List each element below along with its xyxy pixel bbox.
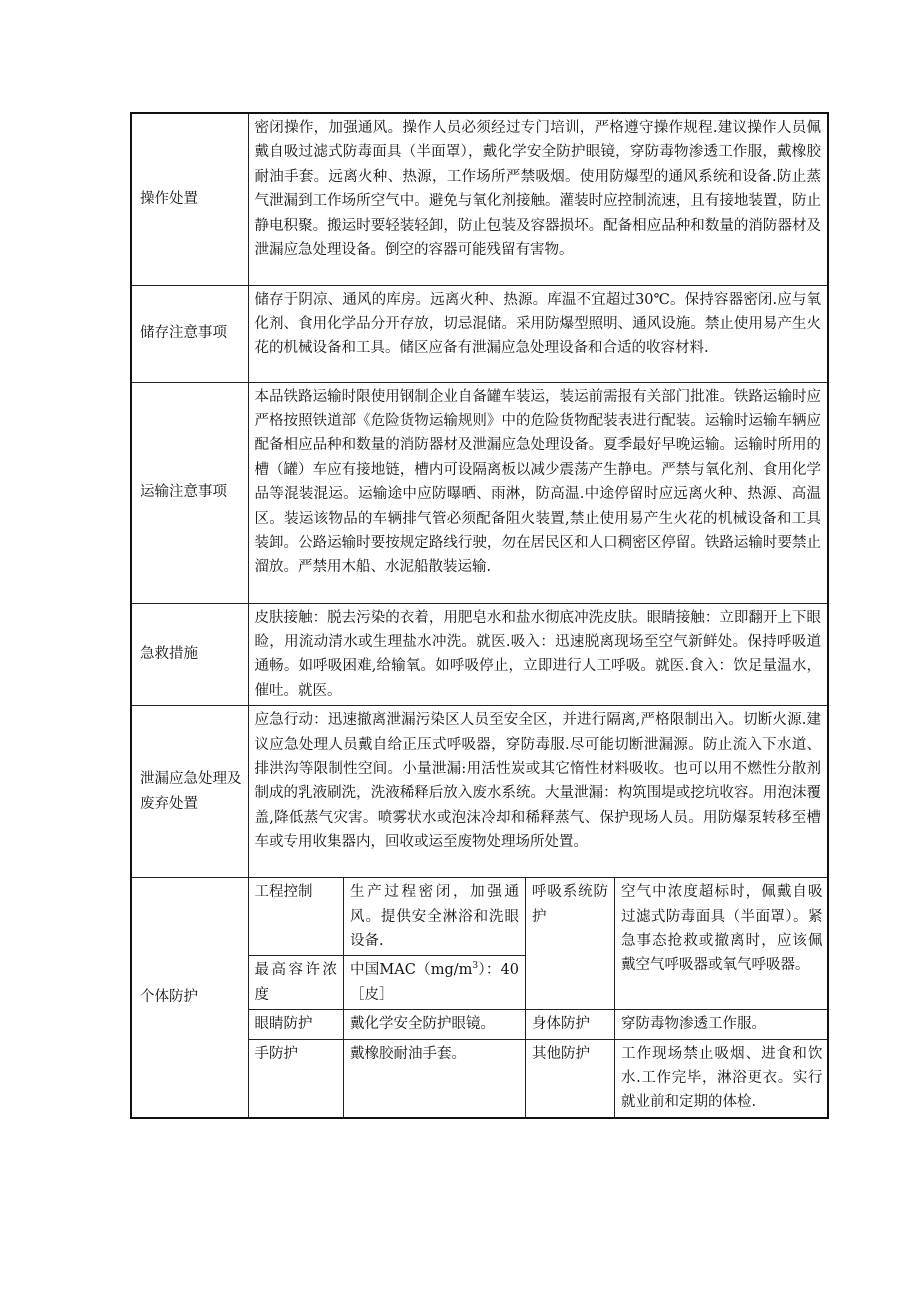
row-label-ppe: 个体防护	[131, 878, 248, 1118]
mac-value	[344, 956, 526, 1010]
row-label-first-aid: 急救措施	[131, 603, 248, 706]
mac-value-sup: 3	[472, 961, 479, 972]
ppe-table	[249, 878, 829, 1117]
row-content-operation: 密闭操作，加强通风。操作人员必须经过专门培训，严格遵守操作规程.建议操作人员佩戴自吸过滤式防毒面具（半面罩），戴化学安全防护眼镜，穿防毒物渗透工作服，戴橡胶耐油手套。远离火种、热源，工作场所严禁吸烟。使用防爆型的通风系统和设备.防止蒸气泄漏到工作场所空气中。避免与氧化剂接触。灌装时应控制流速，且有接地装置，防止静电积聚。搬运时要轻装轻卸，防止包装及容器损坏。配备相应品种和数量的消防器材及泄漏应急处理设备。倒空的容器可能残留有害物。	[248, 113, 828, 285]
other-value: 工作现场禁止吸烟、进食和饮水.工作完毕，淋浴更衣。实行就业前和定期的体检.	[615, 1039, 829, 1117]
table-row	[131, 603, 828, 706]
eye-value: 戴化学安全防护眼镜。	[344, 1010, 526, 1039]
body-value: 穿防毒物渗透工作服。	[615, 1010, 829, 1039]
ppe-container	[248, 878, 828, 1118]
other-label: 其他防护	[526, 1039, 615, 1117]
table-row	[249, 878, 829, 956]
hand-value: 戴橡胶耐油手套。	[344, 1039, 526, 1117]
body-label: 身体防护	[526, 1010, 615, 1039]
mac-value-prefix: 中国MAC（mg/m	[350, 962, 473, 979]
row-label-transport: 运输注意事项	[131, 382, 248, 603]
table-row	[131, 878, 828, 1118]
table-row	[249, 1010, 829, 1039]
engineering-label: 工程控制	[249, 878, 344, 956]
table-row	[131, 113, 828, 285]
table-row	[249, 1039, 829, 1117]
respiratory-label: 呼吸系统防护	[526, 878, 615, 1010]
row-label-operation: 操作处置	[131, 113, 248, 285]
mac-value-suffix: ）：40［皮］	[350, 962, 519, 1003]
hand-label: 手防护	[249, 1039, 344, 1117]
row-label-leak: 泄漏应急处理及废弃处置	[131, 706, 248, 878]
table-row	[131, 382, 828, 603]
row-content-storage: 储存于阴凉、通风的库房。远离火种、热源。库温不宜超过30℃。保持容器密闭.应与氧化剂、食用化学品分开存放，切忌混储。采用防爆型照明、通风设施。禁止使用易产生火花的机械设备和工具。储区应备有泄漏应急处理设备和合适的收容材料.	[248, 285, 828, 382]
respiratory-value: 空气中浓度超标时，佩戴自吸过滤式防毒面具（半面罩）。紧急事态抢救或撤离时，应该佩戴空气呼吸器或氧气呼吸器。	[615, 878, 829, 1010]
eye-label: 眼睛防护	[249, 1010, 344, 1039]
mac-label: 最高容许浓度	[249, 956, 344, 1010]
table-row	[131, 706, 828, 878]
table-row	[131, 285, 828, 382]
row-content-leak: 应急行动：迅速撤离泄漏污染区人员至安全区，并进行隔离,严格限制出入。切断火源.建议应急处理人员戴自给正压式呼吸器，穿防毒服.尽可能切断泄漏源。防止流入下水道、排洪沟等限制性空间。小量泄漏:用活性炭或其它惰性材料吸收。也可以用不燃性分散剂制成的乳液刷洗，洗液稀释后放入废水系统。大量泄漏：构筑围堤或挖坑收容。用泡沫覆盖,降低蒸气灾害。喷雾状水或泡沫冷却和稀释蒸气、保护现场人员。用防爆泵转移至槽车或专用收集器内，回收或运至废物处理场所处置。	[248, 706, 828, 878]
safety-data-table	[130, 112, 829, 1119]
engineering-value: 生产过程密闭，加强通风。提供安全淋浴和洗眼设备.	[344, 878, 526, 956]
row-content-first-aid: 皮肤接触：脱去污染的衣着，用肥皂水和盐水彻底冲洗皮肤。眼睛接触：立即翻开上下眼睑，用流动清水或生理盐水冲洗。就医.吸入：迅速脱离现场至空气新鲜处。保持呼吸道通畅。如呼吸困难,给输氧。如呼吸停止，立即进行人工呼吸。就医.食入：饮足量温水，催吐。就医。	[248, 603, 828, 706]
row-content-transport: 本品铁路运输时限使用钢制企业自备罐车装运，装运前需报有关部门批准。铁路运输时应严格按照铁道部《危险货物运输规则》中的危险货物配装表进行配装。运输时运输车辆应配备相应品种和数量的消防器材及泄漏应急处理设备。夏季最好早晚运输。运输时所用的槽（罐）车应有接地链，槽内可设隔离板以减少震荡产生静电。严禁与氧化剂、食用化学品等混装混运。运输途中应防曝晒、雨淋，防高温.中途停留时应远离火种、热源、高温区。装运该物品的车辆排气管必须配备阻火装置,禁止使用易产生火花的机械设备和工具装卸。公路运输时要按规定路线行驶，勿在居民区和人口稠密区停留。铁路运输时要禁止溜放。严禁用木船、水泥船散装运输.	[248, 382, 828, 603]
row-label-storage: 储存注意事项	[131, 285, 248, 382]
